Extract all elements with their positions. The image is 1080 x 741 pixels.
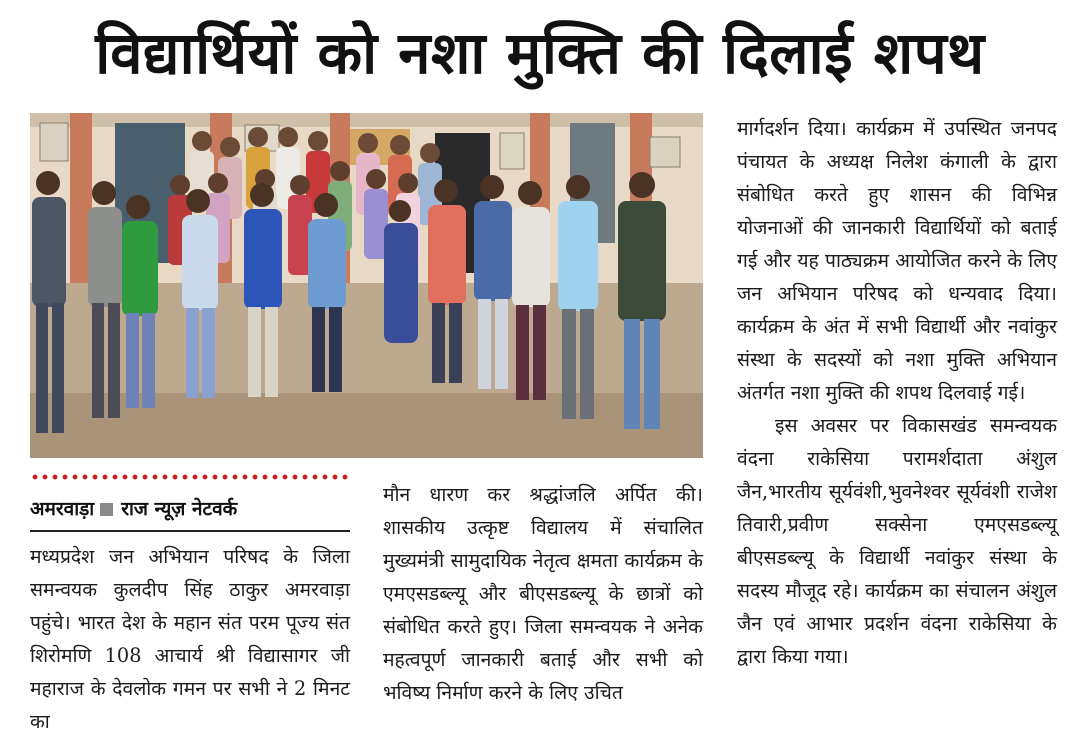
dotted-divider [30, 474, 350, 480]
paragraph: मार्गदर्शन दिया। कार्यक्रम में उपस्थित जनपद पंचायत के अध्यक्ष निलेश कंगाली के द्वारा संबोधित करते हुए शासन की विभिन्न योजनाओं की जानकारी विद्यार्थियों को बताई गई और यह पाठ्यक्रम आयोजित करने के लिए जन अभियान परिषद को धन्यवाद दिया। कार्यक्रम के अंत में सभी विद्यार्थी और नवांकुर संस्था के सदस्यों को नशा मुक्ति अभियान अंतर्गत नशा मुक्ति की शपथ दिलवाई गई। [737, 117, 1057, 404]
paragraph: मध्यप्रदेश जन अभियान परिषद के जिला समन्वयक कुलदीप सिंह ठाकुर अमरवाड़ा पहुंचे। भारत देश के महान संत परम पूज्य संत शिरोमणि 108 आचार्य श्री विद्यासागर जी महाराज के देवलोक गमन पर सभी ने 2 मिनट का [30, 545, 350, 733]
paragraph: मौन धारण कर श्रद्धांजलि अर्पित की। शासकीय उत्कृष्ट विद्यालय में संचालित मुख्यमंत्री सामुदायिक नेतृत्व क्षमता कार्यक्रम के एमएसडब्ल्यू और बीएसडब्ल्यू के छात्रों को संबोधित करते हुए। जिला समन्वयक ने अनेक महत्वपूर्ण जानकारी बताई और सभी को भविष्य निर्माण करने के लिए उचित [383, 483, 703, 704]
column-left [30, 540, 350, 738]
column-middle [383, 478, 703, 709]
headline: विद्यार्थियों को नशा मुक्ति की दिलाई शपथ [95, 19, 985, 87]
dateline-place: अमरवाड़ा [30, 498, 95, 520]
dateline-rule [30, 530, 350, 532]
square-bullet-icon [100, 503, 113, 516]
dateline [30, 494, 350, 524]
dateline-agency: राज न्यूज़ नेटवर्क [121, 498, 238, 520]
paragraph: इस अवसर पर विकासखंड समन्वयक वंदना राकेसिया परामर्शदाता अंशुल जैन,भारतीय सूर्यवंशी,भुवनेश्वर सूर्यवंशी राजेश तिवारी,प्रवीण सक्सेना एमएसडब्ल्यू बीएसडब्ल्यू के विद्यार्थी नवांकुर संस्था के सदस्य मौजूद रहे। कार्यक्रम का संचालन अंशुल जैन एवं आभार प्रदर्शन वंदना राकेसिया के द्वारा किया गया। [737, 414, 1057, 668]
column-right [737, 112, 1057, 673]
group-photo [30, 113, 703, 458]
